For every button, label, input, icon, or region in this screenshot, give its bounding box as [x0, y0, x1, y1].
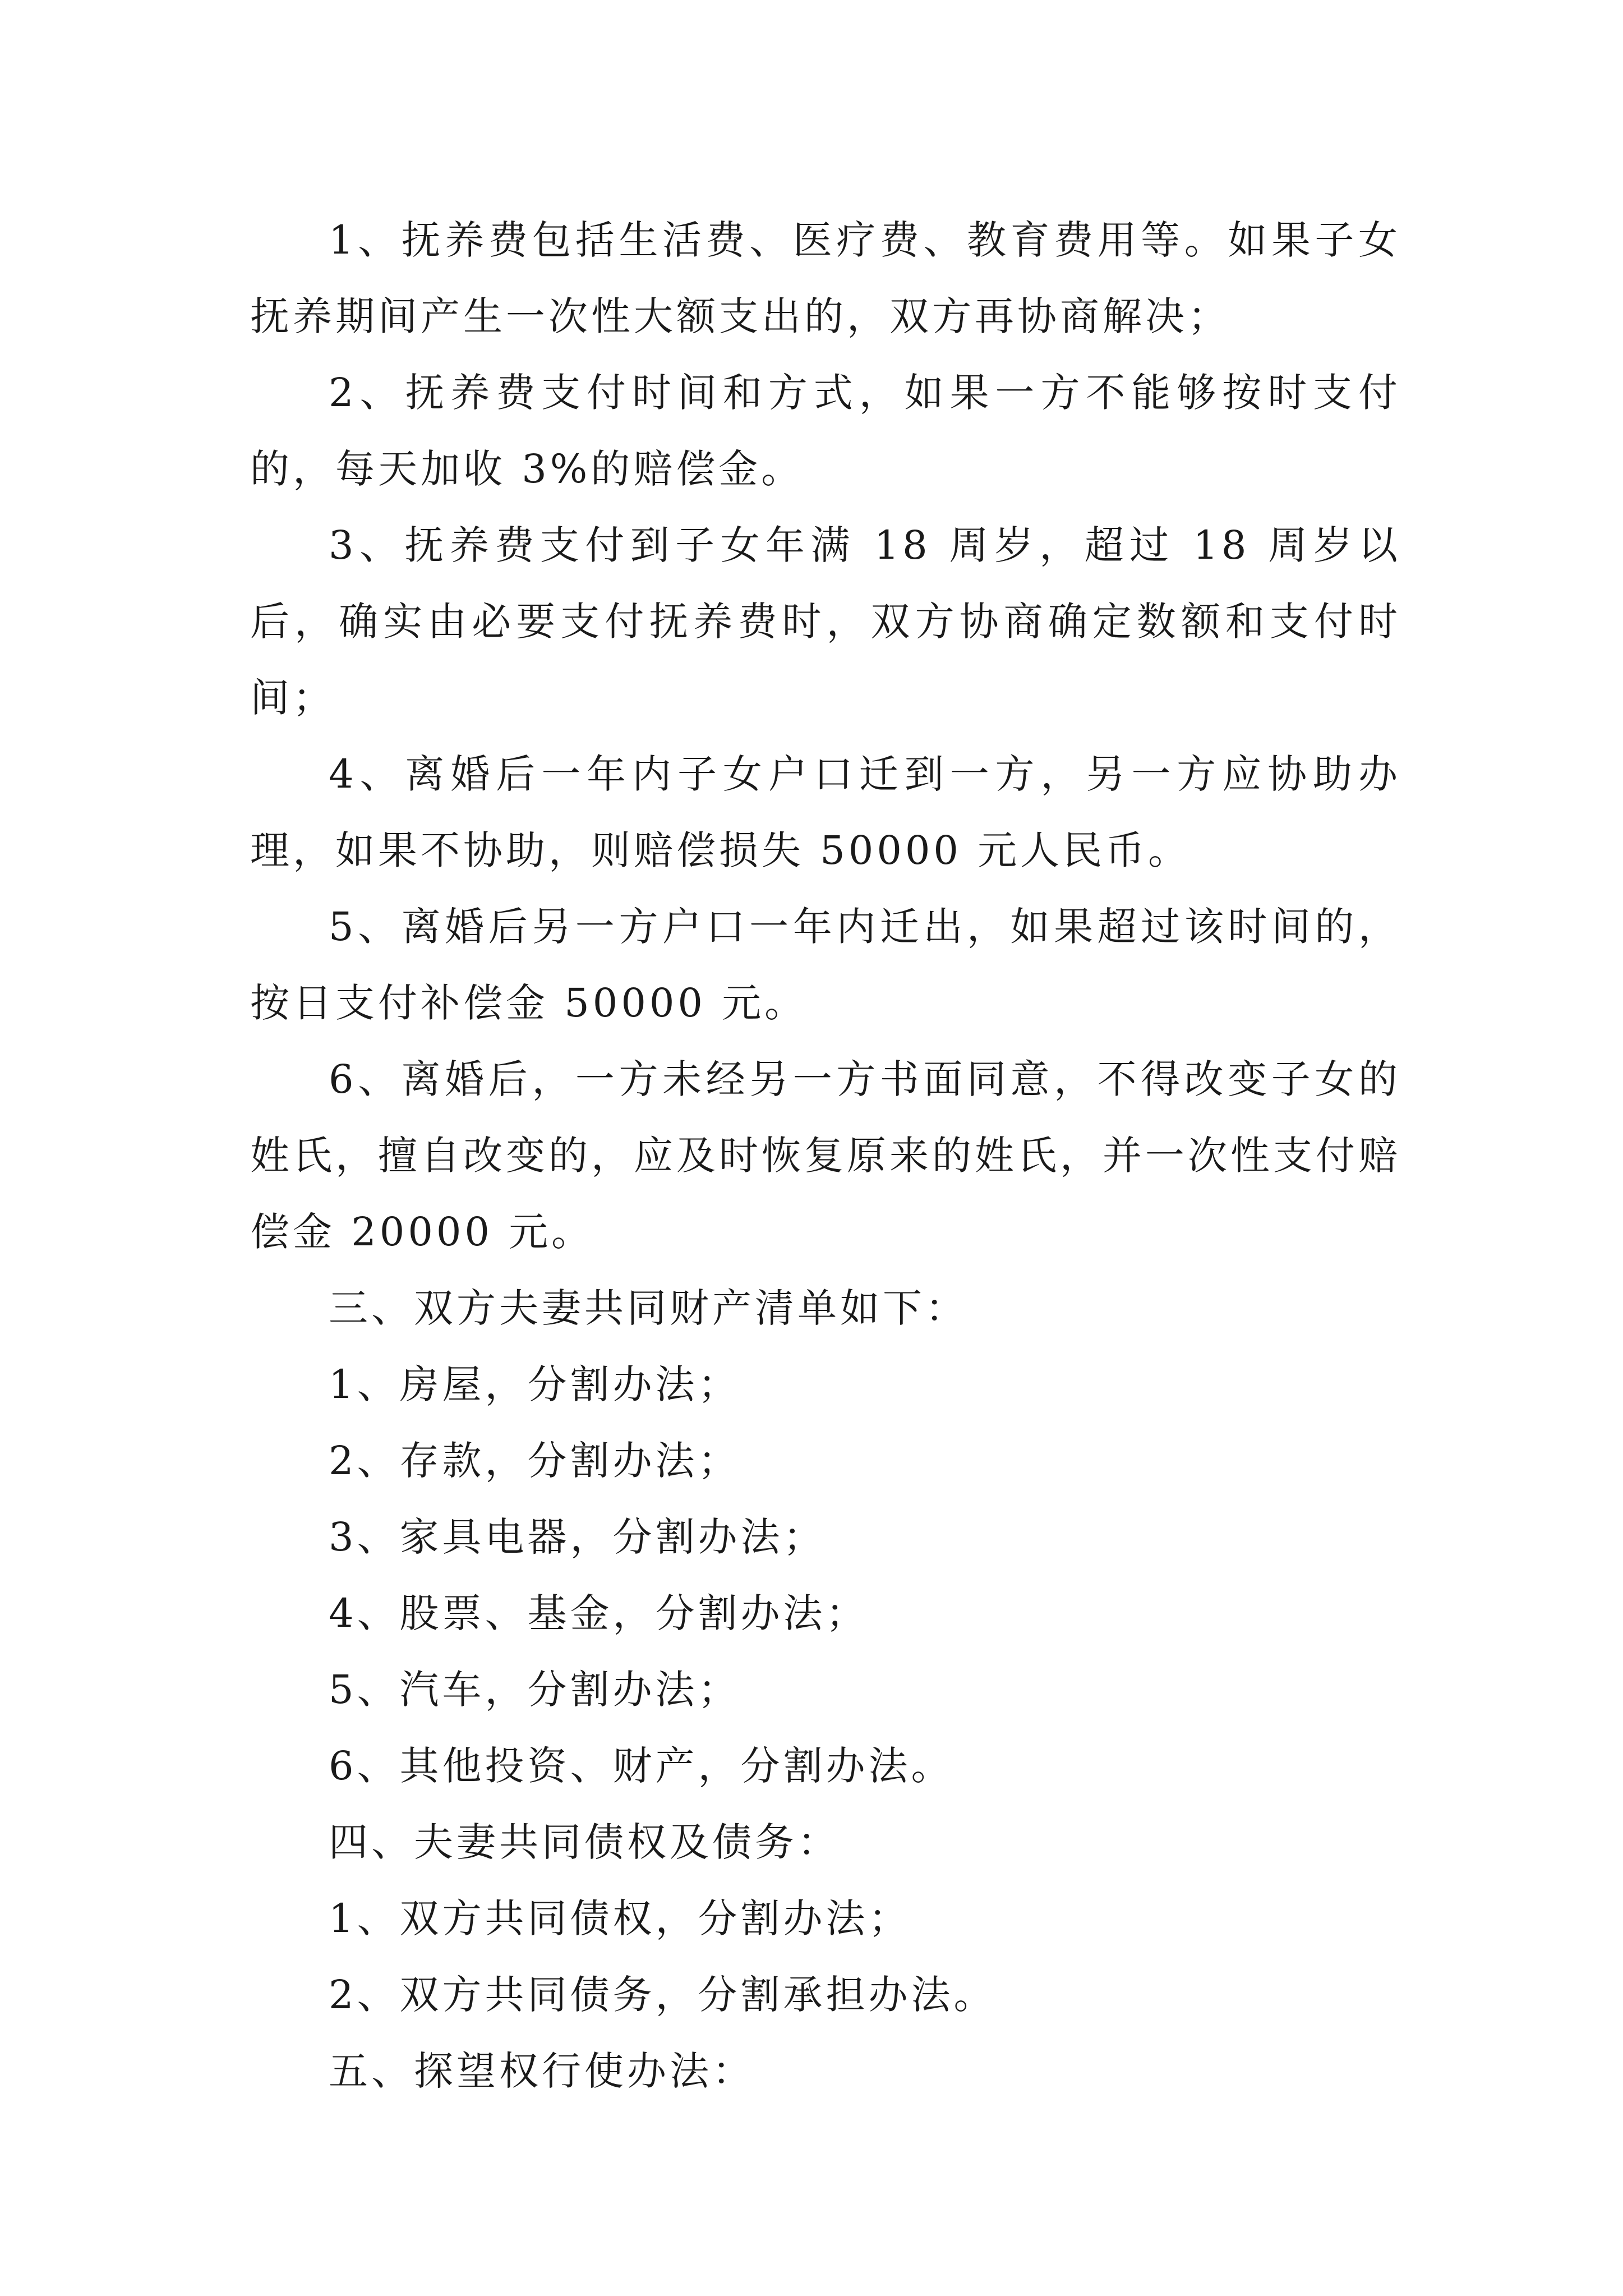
- list-item: 1、双方共同债权，分割办法；: [329, 1895, 911, 1941]
- section-heading: 三、双方夫妻共同财产清单如下：: [329, 1285, 968, 1331]
- paragraph: 3、抚养费支付到子女年满 18 周岁，超过 18 周岁以后，确实由必要支付抚养费时，双方协商确定数额和支付时间；: [250, 522, 1401, 721]
- paragraph: 5、离婚后另一方户口一年内迁出，如果超过该时间的，按日支付补偿金 50000 元。: [250, 904, 1401, 1026]
- paragraph: 2、抚养费支付时间和方式，如果一方不能够按时支付的，每天加收 3%的赔偿金。: [250, 370, 1401, 492]
- section-heading: 五、探望权行使办法：: [329, 2048, 755, 2094]
- document-body: [250, 202, 1401, 2109]
- list-item: 2、存款，分割办法；: [329, 1438, 741, 1484]
- list-item: 6、其他投资、财产，分割办法。: [329, 1743, 954, 1789]
- list-item: 5、汽车，分割办法；: [329, 1667, 741, 1713]
- paragraph: 6、离婚后，一方未经另一方书面同意，不得改变子女的姓氏，擅自改变的，应及时恢复原来的姓氏，并一次性支付赔偿金 20000 元。: [250, 1056, 1401, 1255]
- list-item: 4、股票、基金，分割办法；: [329, 1590, 869, 1636]
- list-item: 3、家具电器，分割办法；: [329, 1514, 826, 1560]
- paragraph: 1、抚养费包括生活费、医疗费、教育费用等。如果子女抚养期间产生一次性大额支出的，双方再协商解决；: [250, 217, 1401, 339]
- section-heading: 四、夫妻共同债权及债务：: [329, 1819, 840, 1865]
- list-item: 2、双方共同债务，分割承担办法。: [329, 1972, 997, 2018]
- paragraph: 4、离婚后一年内子女户口迁到一方，另一方应协助办理，如果不协助，则赔偿损失 50000 元人民币。: [250, 751, 1401, 873]
- list-item: 1、房屋，分割办法；: [329, 1361, 741, 1407]
